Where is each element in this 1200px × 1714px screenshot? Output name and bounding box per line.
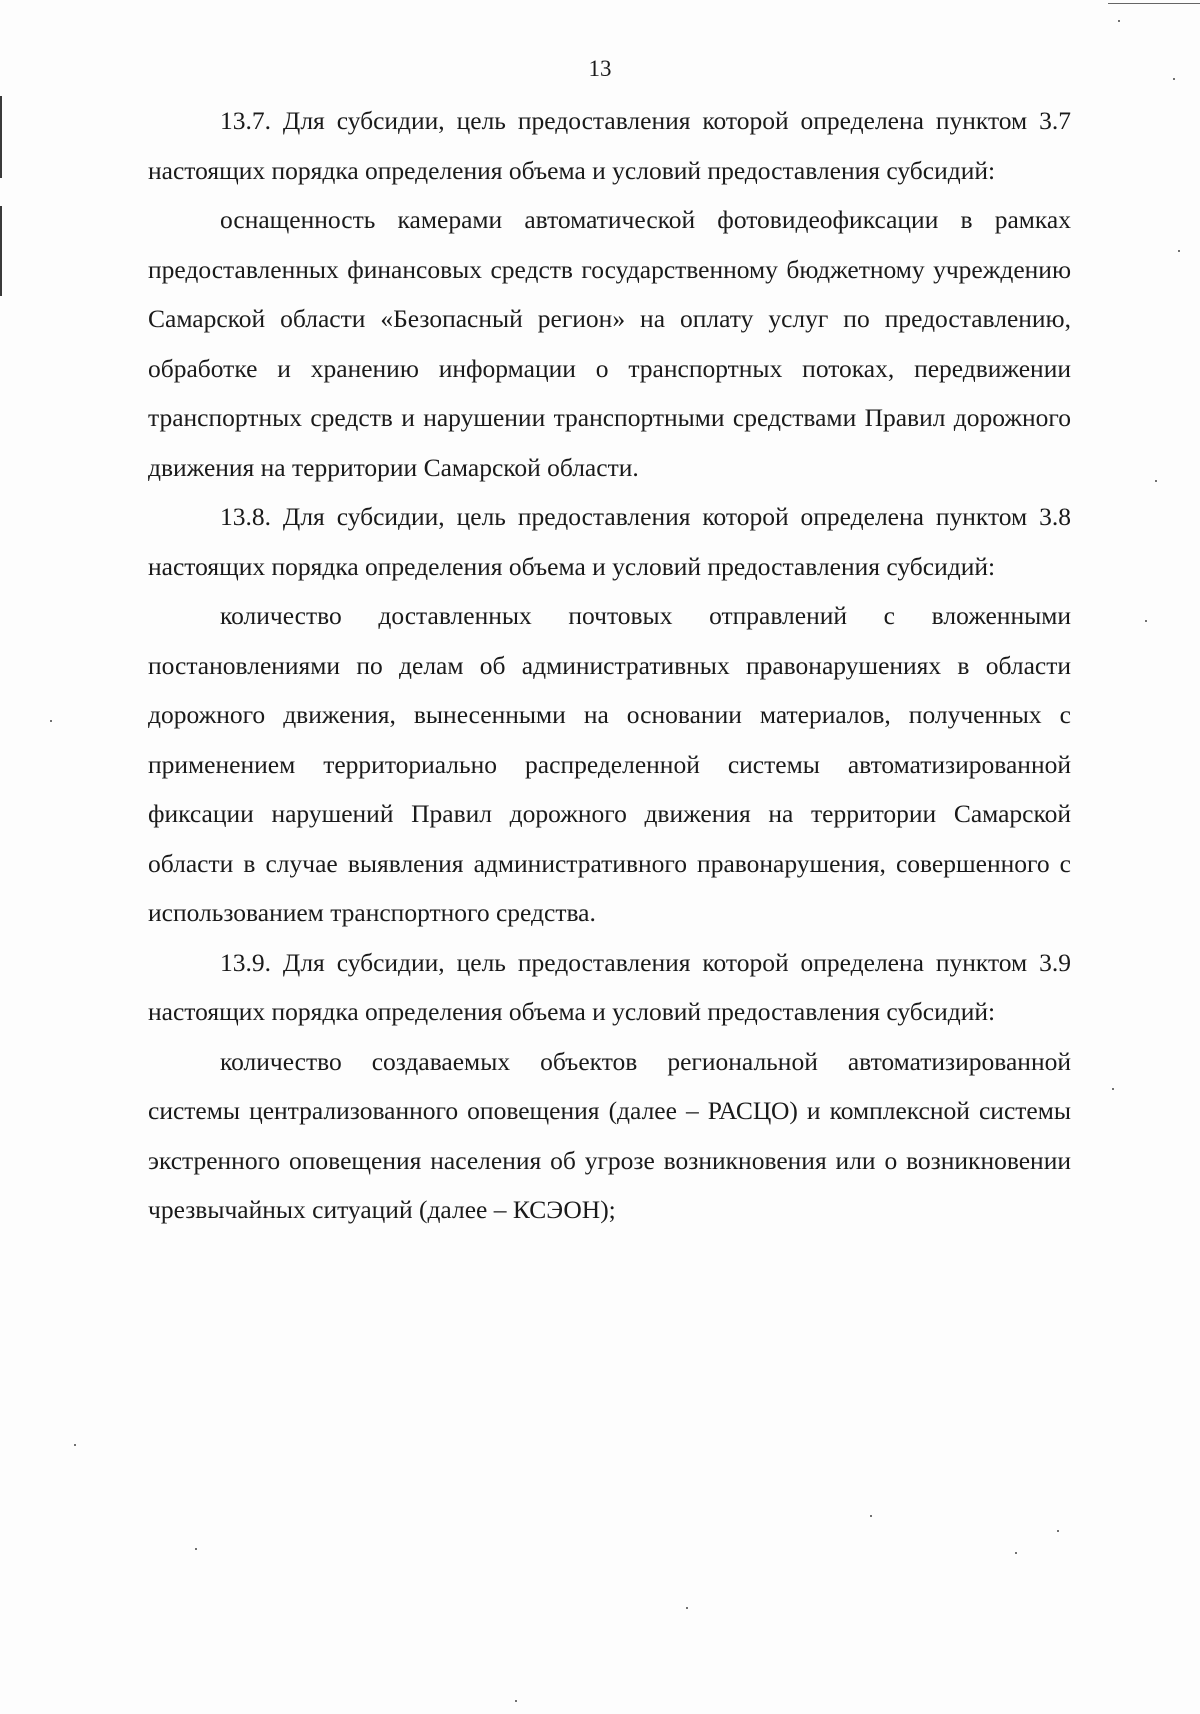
scan-corner-mark (1108, 3, 1200, 4)
scan-speck (1057, 1530, 1059, 1532)
scan-edge-mark (0, 96, 2, 178)
scan-speck (1112, 1088, 1114, 1090)
scan-speck (1178, 250, 1180, 252)
scan-speck (74, 1444, 76, 1446)
paragraph-13-9-indicator: количество создаваемых объектов региональной автоматизированной системы централизованного оповещения (далее – РАСЦО) и комплексной системы экстренного оповещения населения об угрозе возникновения или о возникновении чрезвычайных ситуаций (далее – КСЭОН); (148, 1046, 1071, 1224)
paragraph-13-8: 13.8. Для субсидии, цель предоставления которой определена пунктом 3.8 настоящих порядка определения объема и условий предоставления субсидий: (148, 502, 1071, 581)
scan-speck (870, 1515, 872, 1517)
scan-speck (686, 1607, 688, 1609)
paragraph-13-7-indicator: оснащенность камерами автоматической фотовидеофиксации в рамках предоставленных финансовых средств государственному бюджетному учреждению Самарской области «Безопасный регион» на оплату услуг по предоставлению, обработке и хранению информации о транспортных потоках, передвижении транспортных средств и нарушении транспортными средствами Правил дорожного движения на территории Самарской области. (148, 205, 1071, 482)
scan-speck (1015, 1552, 1017, 1554)
paragraph-13-9: 13.9. Для субсидии, цель предоставления которой определена пунктом 3.9 настоящих порядка определения объема и условий предоставления субсидий: (148, 947, 1071, 1026)
scan-speck (1155, 480, 1157, 482)
scan-speck (195, 1548, 197, 1550)
scan-edge-mark (0, 206, 2, 296)
page-number: 13 (588, 56, 612, 81)
document-body (148, 96, 1071, 1235)
paragraph-13-8-indicator: количество доставленных почтовых отправлений с вложенными постановлениями по делам об административных правонарушениях в области дорожного движения, вынесенными на основании материалов, полученных с применением территориально распределенной системы автоматизированной фиксации нарушений Правил дорожного движения на территории Самарской области в случае выявления административного правонарушения, совершенного с использованием транспортного средства. (148, 601, 1071, 927)
scan-speck (1145, 620, 1147, 622)
scan-speck (50, 720, 52, 722)
scan-speck (1118, 20, 1120, 22)
scan-speck (515, 1700, 517, 1702)
paragraph-13-7: 13.7. Для субсидии, цель предоставления которой определена пунктом 3.7 настоящих порядка определения объема и условий предоставления субсидий: (148, 106, 1071, 185)
